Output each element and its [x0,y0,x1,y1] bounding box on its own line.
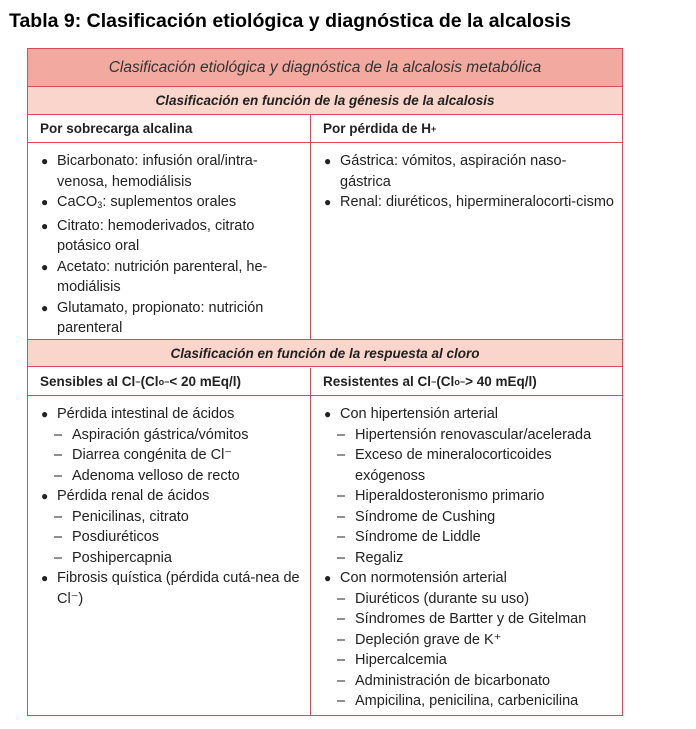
sub-list [337,425,614,569]
classification-table [27,48,623,716]
header-h-loss-text: Por pérdida de H [323,121,432,136]
section-chloride-body [28,396,622,715]
list-item: ● Con normotensión arterial – Diuréticos (durante su uso) – Síndromes de Bartter y de Gitelman – Depleción grave de K⁺ – Hipercalcemia – Administración de bicarbonato – Ampicilina, penicilina, carbenicilina [323,568,614,712]
list-item: ● Pérdida renal de ácidos – Penicilinas, citrato – Posdiuréticos – Poshipercapnia [40,486,302,568]
header-chloride-sensitive: Sensibles al Cl − (Cl o − < 20 mEq/l) [28,368,311,395]
section-chloride-title: Clasificación en función de la respuesta al cloro [28,339,622,367]
bullet-icon: ● [41,195,49,209]
chloride-resistant-cell [311,396,622,715]
sub-list-item: – Posdiuréticos [54,529,160,545]
bullet-icon: ● [41,300,49,315]
list-item: ● Citrato: hemoderivados, citrato potásico oral [41,217,255,254]
sub-list-item: – Penicilinas, citrato [54,508,189,525]
bullet-icon: ● [41,489,49,503]
sub-list-item: – Síndromes de Bartter y de Gitelman [337,611,587,627]
sub-list-item: – Administración de bicarbonato [337,672,551,689]
list-item: ● Fibrosis quística (pérdida cutá-nea de Cl⁻) [41,570,300,607]
bullet-icon: ● [324,154,332,168]
sub-list-item: – Hiperaldosteronismo primario [337,488,545,504]
sub-list-item: – Síndrome de Liddle [337,529,481,545]
sub-list-item: – Hipercalcemia [337,652,447,668]
sub-list-item: – Diuréticos (durante su uso) [337,590,530,607]
list-item: ● Pérdida intestinal de ácidos – Aspiración gástrica/vómitos – Diarrea congénita de Cl⁻ – Adenoma velloso de recto [40,404,302,486]
section-genesis-headers [28,115,622,143]
list-item: ● Renal: diuréticos, hipermineralocorti-cismo [323,192,614,213]
list-item: ● Glutamato, propionato: nutrición parenteral [41,299,264,336]
header-h-loss-sup: + [431,123,437,134]
sub-list-item: – Aspiración gástrica/vómitos [54,426,249,443]
list-item: ● Con hipertensión arterial – Hipertensión renovascular/acelerada – Exceso de mineralocorticoides exógenoss – Hiperaldosteronismo primario – Síndrome de Cushing – Síndrome de Liddle – Regaliz [323,404,614,568]
bullet-icon: ● [41,154,49,168]
sub-list [54,425,302,487]
section-genesis-body [28,143,622,339]
sub-list-item: – Poshipercapnia [54,549,172,566]
sub-list-item: – Hipertensión renovascular/acelerada [337,426,592,443]
list-item: ● Gástrica: vómitos, aspiración naso-gástrica [324,153,567,190]
list-item: ● CaCO$_3$: suplementos orales [40,192,302,216]
sub-list-item: – Regaliz [337,549,404,566]
header-alkaline-overload: Por sobrecarga alcalina [28,115,311,142]
sub-list-item: – Síndrome de Cushing [337,508,496,525]
sub-list [54,507,302,569]
list-item: ● Acetato: nutrición parenteral, he-modiálisis [41,258,268,295]
sub-list-item: – Adenoma velloso de recto [54,467,240,484]
bullet-icon: ● [41,259,49,274]
sub-list-item: – Exceso de mineralocorticoides exógenoss [337,447,552,484]
chloride-sensitive-cell [28,396,311,715]
bullet-icon: ● [41,407,49,421]
sub-list [337,589,614,712]
alkaline-overload-cell [28,143,311,339]
section-genesis-title: Clasificación en función de la génesis de la alcalosis [28,87,622,115]
section-chloride-headers [28,368,622,396]
bullet-icon: ● [41,571,49,585]
table-title: Clasificación etiológica y diagnóstica de la alcalosis metabólica [28,49,622,87]
bullet-icon: ● [41,218,49,233]
bullet-icon: ● [324,407,332,421]
header-chloride-resistant: Resistentes al Cl − (Cl o − > 40 mEq/l) [323,374,537,389]
bullet-icon: ● [324,571,332,585]
chloride-resistant-list [323,404,614,712]
list-item: ● Bicarbonato: infusión oral/intra-venosa, hemodiálisis [41,153,258,190]
sub-list-item: – Diarrea congénita de Cl⁻ [54,447,232,463]
h-loss-list [323,151,614,213]
header-h-loss [311,115,622,142]
alkaline-overload-list [40,151,302,339]
h-loss-cell [311,143,622,339]
chloride-sensitive-list [40,404,302,609]
sub-list-item: – Ampicilina, penicilina, carbenicilina [337,693,579,709]
page-heading: Tabla 9: Clasificación etiológica y diagnóstica de la alcalosis [9,10,572,32]
bullet-icon: ● [324,195,332,209]
sub-list-item: – Depleción grave de K⁺ [337,631,502,648]
